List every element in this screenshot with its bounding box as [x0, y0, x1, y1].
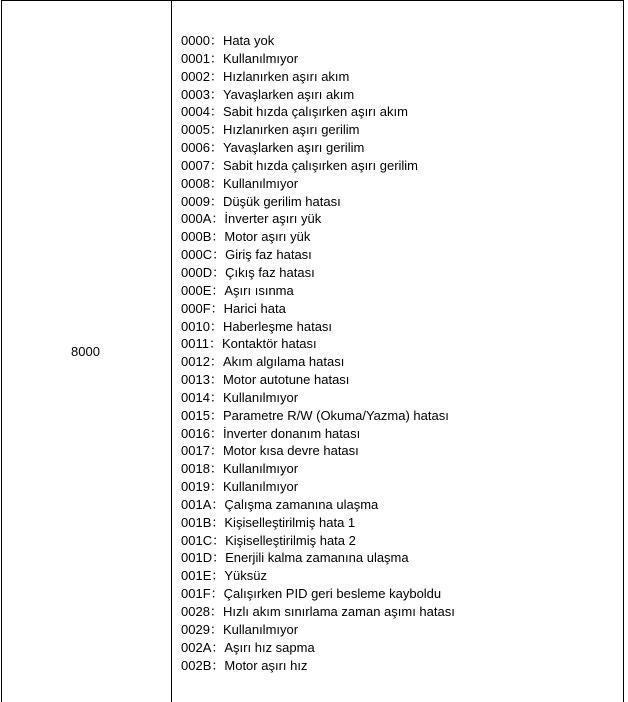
fault-code-item: [181, 585, 455, 603]
fault-code-description: Harici hata: [223, 300, 286, 316]
fault-code-description: Akım algılama hatası: [222, 354, 345, 370]
fault-code-item: [181, 300, 455, 318]
fault-code-description: Yavaşlarken aşırı akım: [222, 86, 355, 102]
fault-code-item: [181, 442, 455, 460]
fault-code-separator: ：: [209, 318, 223, 334]
code-cell: [0, 0, 171, 702]
fault-code-key: 0018: [181, 461, 210, 477]
fault-code-key: 001E: [181, 568, 212, 584]
fault-code-item: [181, 621, 455, 639]
fault-code-separator: ：: [209, 479, 223, 495]
fault-code-key: 0029: [181, 621, 210, 637]
fault-code-separator: ：: [212, 247, 226, 263]
fault-code-item: [181, 460, 455, 478]
fault-code-item: [181, 478, 455, 496]
fault-code-description: Kullanılmıyor: [222, 621, 299, 637]
fault-code-key: 0014: [181, 389, 210, 405]
fault-code-key: 001C: [181, 532, 213, 548]
fault-code-description: Hızlanırken aşırı akım: [222, 68, 350, 84]
fault-code-key: 001A: [181, 496, 212, 512]
fault-code-separator: ：: [210, 300, 224, 316]
fault-code-description: Sabit hızda çalışırken aşırı akım: [222, 104, 408, 120]
fault-code-separator: ：: [209, 157, 223, 173]
fault-code-item: [181, 121, 455, 139]
fault-code-separator: ：: [209, 425, 223, 441]
fault-code-description: Motor autotune hatası: [222, 372, 350, 388]
fault-code-description: Yüksüz: [224, 568, 268, 584]
fault-code-description: Haberleşme hatası: [222, 318, 333, 334]
fault-code-key: 002B: [181, 657, 212, 673]
fault-code-item: [181, 157, 455, 175]
fault-code-key: 0010: [181, 318, 210, 334]
fault-code-description: Kullanılmıyor: [222, 389, 299, 405]
fault-code-description: Sabit hızda çalışırken aşırı gerilim: [222, 157, 419, 173]
fault-code-separator: ：: [209, 604, 223, 619]
fault-code-separator: ：: [209, 50, 223, 66]
fault-code-description: Hızlanırken aşırı gerilim: [222, 122, 360, 138]
fault-code-key: 0006: [181, 140, 210, 156]
fault-code-item: [181, 50, 455, 68]
fault-code-separator: ：: [212, 550, 226, 566]
fault-code-separator: ：: [208, 336, 222, 352]
fault-code-separator: ：: [209, 104, 223, 120]
fault-code-separator: ：: [209, 86, 223, 102]
fault-code-separator: ：: [209, 33, 223, 48]
fault-code-description: Aşırı ısınma: [224, 282, 294, 298]
fault-code-separator: ：: [211, 514, 225, 530]
fault-code-description: Düşük gerilim hatası: [222, 193, 341, 209]
parameter-code: 8000: [71, 344, 100, 359]
fault-code-key: 001B: [181, 514, 212, 530]
fault-code-item: [181, 210, 455, 228]
fault-code-description: Kişiselleştirilmiş hata 2: [225, 532, 356, 548]
fault-code-key: 0017: [181, 443, 210, 459]
fault-code-key: 0007: [181, 157, 210, 173]
fault-code-key: 0005: [181, 122, 210, 138]
fault-code-separator: ：: [211, 657, 225, 673]
fault-code-key: 0028: [181, 604, 210, 619]
fault-code-description: Motor kısa devre hatası: [222, 443, 359, 459]
fault-code-separator: ：: [212, 264, 226, 280]
fault-code-item: [181, 496, 455, 514]
fault-code-key: 0019: [181, 479, 210, 495]
fault-code-item: [181, 68, 455, 86]
fault-code-separator: ：: [211, 211, 225, 227]
right-border: [623, 0, 624, 702]
fault-code-separator: ：: [211, 282, 225, 298]
fault-code-key: 0015: [181, 407, 210, 423]
fault-code-key: 001D: [181, 550, 213, 566]
fault-code-item: [181, 86, 455, 104]
fault-code-separator: ：: [209, 407, 223, 423]
fault-code-key: 0012: [181, 354, 210, 370]
fault-code-key: 002A: [181, 639, 212, 655]
fault-code-item: [181, 32, 455, 50]
fault-code-description: Enerjili kalma zamanına ulaşma: [225, 550, 409, 566]
fault-code-item: [181, 532, 455, 550]
fault-code-description: Kişiselleştirilmiş hata 1: [224, 514, 356, 530]
fault-code-item: [181, 371, 455, 389]
fault-code-item: [181, 228, 455, 246]
fault-code-description: Parametre R/W (Okuma/Yazma) hatası: [222, 407, 449, 423]
fault-code-item: [181, 657, 455, 675]
fault-code-description: Çalışırken PID geri besleme kayboldu: [223, 586, 442, 602]
fault-code-separator: ：: [209, 354, 223, 370]
fault-code-description: Giriş faz hatası: [225, 247, 312, 263]
fault-code-description: İnverter donanım hatası: [222, 425, 361, 441]
fault-code-key: 001F: [181, 586, 211, 602]
fault-code-key: 0000: [181, 33, 210, 48]
fault-code-key: 0003: [181, 86, 210, 102]
fault-code-item: [181, 335, 455, 353]
fault-code-item: [181, 603, 455, 621]
fault-code-item: [181, 514, 455, 532]
fault-code-item: [181, 103, 455, 121]
fault-code-item: [181, 264, 455, 282]
fault-code-key: 0009: [181, 193, 210, 209]
fault-code-item: [181, 175, 455, 193]
fault-code-list: [181, 32, 455, 674]
fault-code-description: Hata yok: [222, 33, 275, 48]
fault-code-description: Hızlı akım sınırlama zaman aşımı hatası: [222, 604, 455, 619]
fault-code-item: [181, 246, 455, 264]
fault-code-item: [181, 549, 455, 567]
column-divider: [171, 0, 172, 702]
fault-code-separator: ：: [211, 496, 225, 512]
fault-code-separator: ：: [209, 122, 223, 138]
fault-code-separator: ：: [209, 461, 223, 477]
fault-code-key: 000F: [181, 300, 211, 316]
fault-code-separator: ：: [211, 639, 225, 655]
fault-code-separator: ：: [211, 568, 225, 584]
fault-code-item: [181, 318, 455, 336]
fault-code-separator: ：: [210, 586, 224, 602]
fault-code-description: Kontaktör hatası: [221, 336, 317, 352]
fault-code-separator: ：: [209, 140, 223, 156]
fault-code-item: [181, 282, 455, 300]
fault-code-item: [181, 389, 455, 407]
fault-code-description: Kullanılmıyor: [222, 175, 299, 191]
fault-code-description: Çıkış faz hatası: [225, 264, 315, 280]
fault-code-description: Kullanılmıyor: [222, 479, 299, 495]
fault-code-key: 000E: [181, 282, 212, 298]
fault-code-description: Çalışma zamanına ulaşma: [224, 496, 379, 512]
fault-code-key: 000C: [181, 247, 213, 263]
fault-code-key: 0001: [181, 50, 210, 66]
fault-code-description: Yavaşlarken aşırı gerilim: [222, 140, 365, 156]
fault-code-separator: ：: [211, 229, 225, 245]
fault-code-item: [181, 139, 455, 157]
fault-code-description: Kullanılmıyor: [222, 461, 299, 477]
fault-code-key: 0008: [181, 175, 210, 191]
fault-code-key: 0016: [181, 425, 210, 441]
fault-code-separator: ：: [209, 175, 223, 191]
fault-code-item: [181, 639, 455, 657]
fault-code-separator: ：: [209, 193, 223, 209]
fault-code-item: [181, 407, 455, 425]
fault-code-separator: ：: [209, 621, 223, 637]
fault-code-key: 000D: [181, 264, 213, 280]
fault-code-item: [181, 193, 455, 211]
fault-code-key: 0013: [181, 372, 210, 388]
fault-code-description: İnverter aşırı yük: [224, 211, 322, 227]
fault-code-description: Motor aşırı yük: [224, 229, 311, 245]
fault-code-item: [181, 353, 455, 371]
fault-code-separator: ：: [209, 68, 223, 84]
fault-code-key: 0002: [181, 68, 210, 84]
fault-code-separator: ：: [209, 389, 223, 405]
fault-code-separator: ：: [209, 443, 223, 459]
fault-code-separator: ：: [209, 372, 223, 388]
fault-code-item: [181, 425, 455, 443]
fault-code-description: Aşırı hız sapma: [224, 639, 315, 655]
fault-code-key: 000B: [181, 229, 212, 245]
fault-code-key: 0004: [181, 104, 210, 120]
fault-code-separator: ：: [212, 532, 226, 548]
fault-code-description: Motor aşırı hız: [224, 657, 308, 673]
fault-code-item: [181, 567, 455, 585]
fault-code-key: 0011: [181, 336, 209, 352]
fault-code-description: Kullanılmıyor: [222, 50, 299, 66]
fault-code-key: 000A: [181, 211, 212, 227]
